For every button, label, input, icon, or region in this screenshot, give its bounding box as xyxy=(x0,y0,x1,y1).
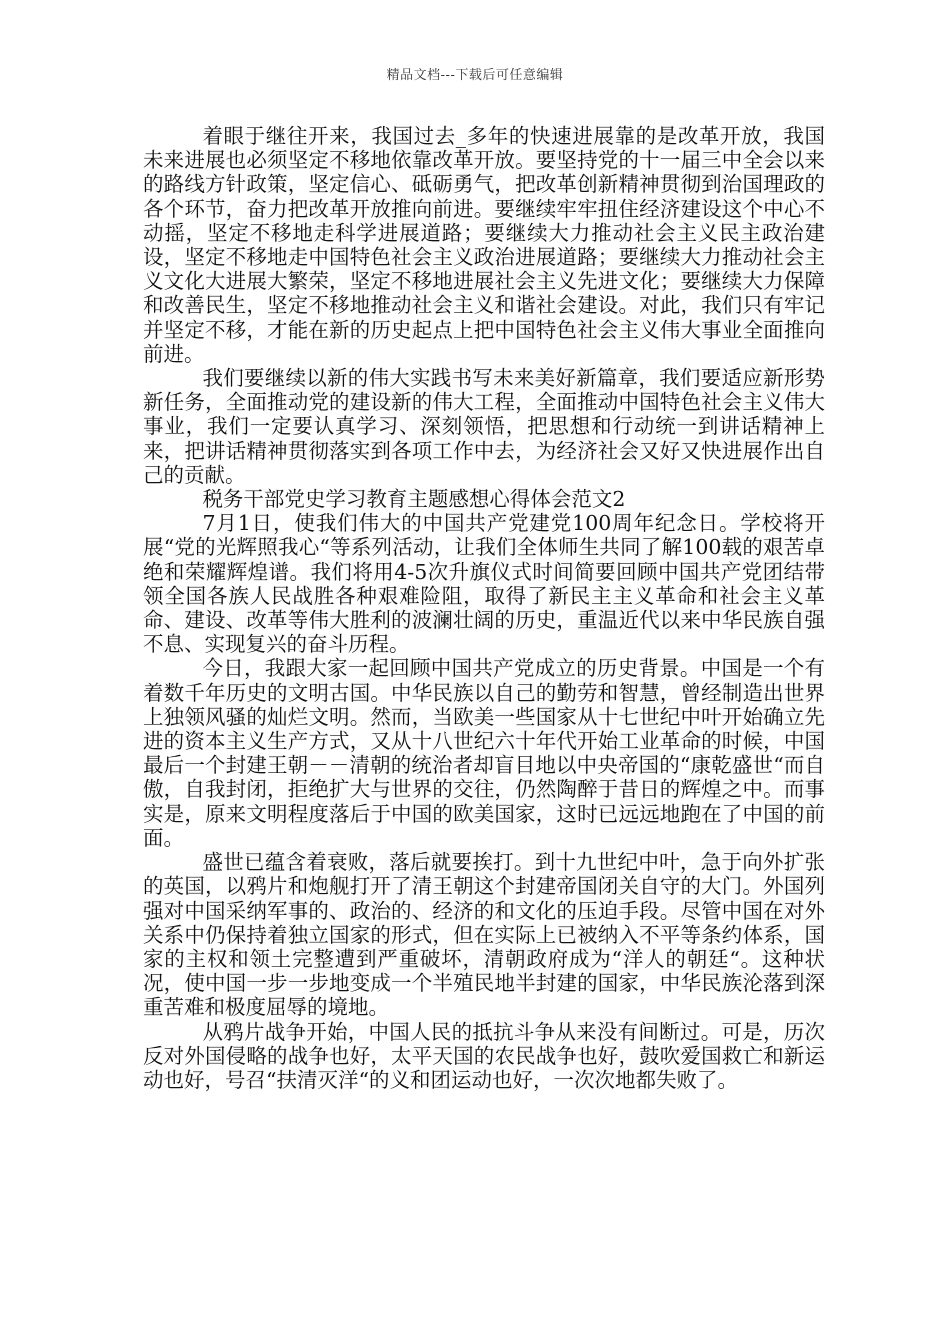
paragraph: 7月1日，使我们伟大的中国共产党建党100周年纪念日。学校将开展“党的光辉照我心“等系列活动，让我们全体师生共同了解100载的艰苦卓绝和荣耀辉煌谱。我们将用4-5次升旗仪式时间简要回顾中国共产党团结带领全国各族人民战胜各种艰难险阻，取得了新民主主义革命和社会主义革命、建设、改革等伟大胜利的波澜壮阔的历史，重温近代以来中华民族自强不息、实现复兴的奋斗历程。 xyxy=(143,511,825,657)
paragraph: 从鸦片战争开始，中国人民的抵抗斗争从来没有间断过。可是，历次反对外国侵略的战争也好，太平天国的农民战争也好，鼓吹爱国救亡和新运动也好，号召“扶清灭洋“的义和团运动也好，一次次地都失败了。 xyxy=(143,1019,825,1092)
page-header: 精品文档---下载后可任意编辑 xyxy=(386,68,564,83)
paragraph: 着眼于继往开来，我国过去_多年的快速进展靠的是改革开放，我国未来进展也必须坚定不移地依靠改革开放。要坚持党的十一届三中全会以来的路线方针政策，坚定信心、砥砺勇气，把改革创新精神贯彻到治国理政的各个环节，奋力把改革开放推向前进。要继续牢牢扭住经济建设这个中心不动摇，坚定不移地走科学进展道路；要继续大力推动社会主义民主政治建设，坚定不移地走中国特色社会主义政治进展道路；要继续大力推动社会主义文化大进展大繁荣，坚定不移地进展社会主义先进文化；要继续大力保障和改善民生，坚定不移地推动社会主义和谐社会建设。对此，我们只有牢记并坚定不移，才能在新的历史起点上把中国特色社会主义伟大事业全面推向前进。 xyxy=(143,124,825,366)
paragraph: 今日，我跟大家一起回顾中国共产党成立的历史背景。中国是一个有着数千年历史的文明古国。中华民族以自己的勤劳和智慧，曾经制造出世界上独领风骚的灿烂文明。然而，当欧美一些国家从十七世纪中叶开始确立先进的资本主义生产方式，又从十八世纪六十年代开始工业革命的时候，中国最后一个封建王朝－－清朝的统治者却盲目地以中央帝国的“康乾盛世“而自傲，自我封闭，拒绝扩大与世界的交往，仍然陶醉于昔日的辉煌之中。而事实是，原来文明程度落后于中国的欧美国家，这时已远远地跑在了中国的前面。 xyxy=(143,656,825,850)
paragraph: 盛世已蕴含着衰败，落后就要挨打。到十九世纪中叶，急于向外扩张的英国，以鸦片和炮舰打开了清王朝这个封建帝国闭关自守的大门。外国列强对中国采纳军事的、政治的、经济的和文化的压迫手段。尽管中国在对外关系中仍保持着独立国家的形式，但在实际上已被纳入不平等条约体系，国家的主权和领土完整遭到严重破坏，清朝政府成为“洋人的朝廷“。这种状况，使中国一步一步地变成一个半殖民地半封建的国家，中华民族沦落到深重苦难和极度屈辱的境地。 xyxy=(143,850,825,1020)
paragraph: 我们要继续以新的伟大实践书写未来美好新篇章，我们要适应新形势新任务，全面推动党的建设新的伟大工程，全面推动中国特色社会主义伟大事业，我们一定要认真学习、深刻领悟，把思想和行动统一到讲话精神上来，把讲话精神贯彻落实到各项工作中去，为经济社会又好又快进展作出自己的贡献。 xyxy=(143,366,825,487)
document-body xyxy=(143,124,825,1092)
section-title: 税务干部党史学习教育主题感想心得体会范文2 xyxy=(202,487,626,512)
